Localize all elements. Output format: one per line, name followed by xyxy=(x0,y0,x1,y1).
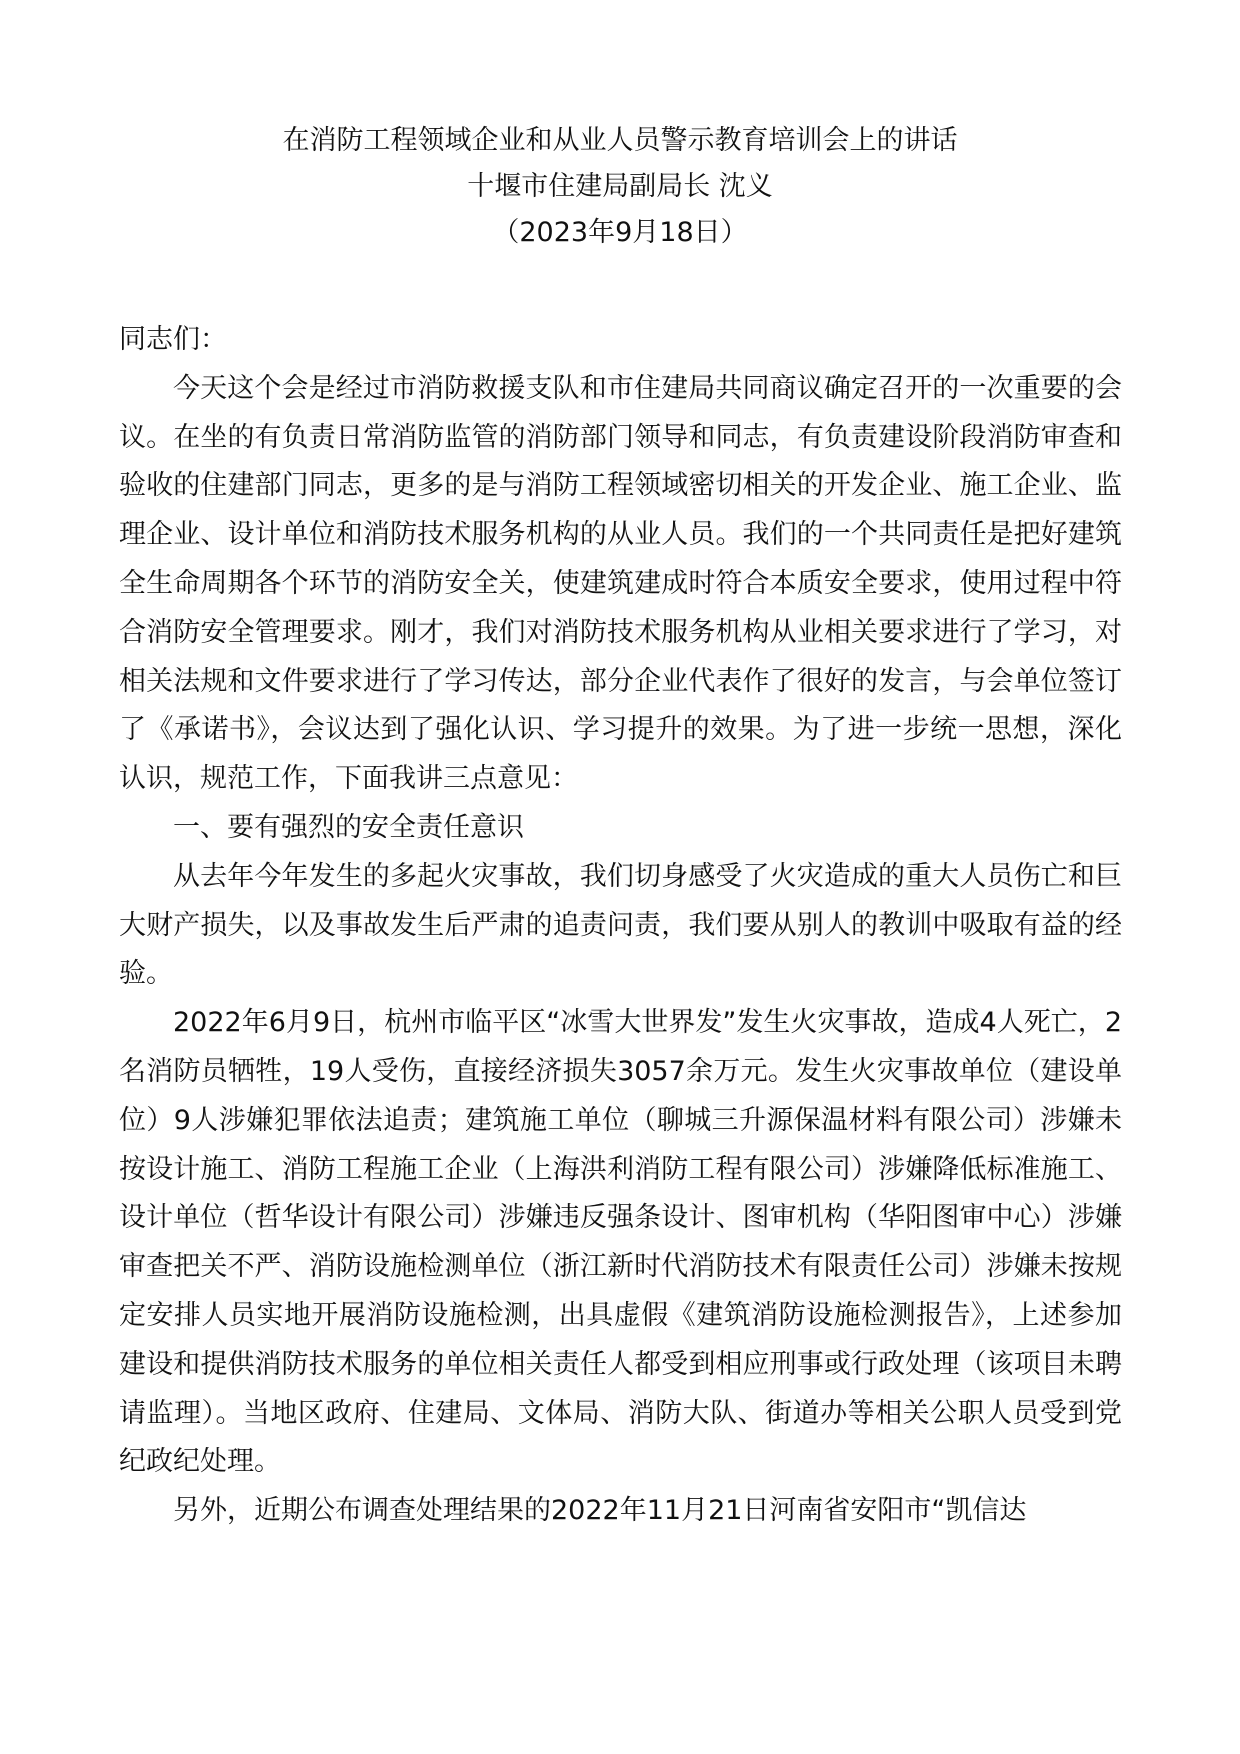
document-title: 在消防工程领域企业和从业人员警示教育培训会上的讲话 xyxy=(282,125,958,156)
document-header xyxy=(0,118,1240,256)
paragraph-anyang-case: 另外，近期公布调查处理结果的2022年11月21日河南省安阳市“凯信达 xyxy=(173,1495,1027,1527)
section-heading-1: 一、要有强烈的安全责任意识 xyxy=(173,811,524,843)
salutation: 同志们： xyxy=(119,324,227,355)
paragraph-hangzhou-case: 2022年6月9日，杭州市临平区“冰雪大世界发”发生火灾事故，造成4人死亡，2名消防员牺牲，19人受伤，直接经济损失3057余万元。发生火灾事故单位（建设单位）9人涉嫌犯罪依法追责；建筑施工单位（聊城三升源保温材料有限公司）涉嫌未按设计施工、消防工程施工企业（上海洪利消防工程有限公司）涉嫌降低标准施工、设计单位（哲华设计有限公司）涉嫌违反强条设计、图审机构（华阳图审中心）涉嫌审查把关不严、消防设施检测单位（浙江新时代消防技术有限责任公司）涉嫌未按规定安排人员实地开展消防设施检测，出具虚假《建筑消防设施检测报告》，上述参加建设和提供消防技术服务的单位相关责任人都受到相应刑事或行政处理（该项目未聘请监理）。当地区政府、住建局、文体局、消防大队、街道办等相关公职人员受到党纪政纪处理。 xyxy=(119,1007,1122,1478)
document-body xyxy=(119,316,1122,1536)
paragraph-lessons: 从去年今年发生的多起火灾事故，我们切身感受了火灾造成的重大人员伤亡和巨大财产损失，以及事故发生后严肃的追责问责，我们要从别人的教训中吸取有益的经验。 xyxy=(119,860,1122,990)
speaker-line: 十堰市住建局副局长 沈义 xyxy=(467,171,773,202)
date-line: （2023年9月18日） xyxy=(492,217,748,248)
paragraph-opening: 今天这个会是经过市消防救援支队和市住建局共同商议确定召开的一次重要的会议。在坐的有负责日常消防监管的消防部门领导和同志，有负责建设阶段消防审查和验收的住建部门同志，更多的是与消防工程领域密切相关的开发企业、施工企业、监理企业、设计单位和消防技术服务机构的从业人员。我们的一个共同责任是把好建筑全生命周期各个环节的消防安全关，使建筑建成时符合本质安全要求，使用过程中符合消防安全管理要求。刚才，我们对消防技术服务机构从业相关要求进行了学习，对相关法规和文件要求进行了学习传达，部分企业代表作了很好的发言，与会单位签订了《承诺书》，会议达到了强化认识、学习提升的效果。为了进一步统一思想，深化认识，规范工作，下面我讲三点意见： xyxy=(119,372,1122,795)
